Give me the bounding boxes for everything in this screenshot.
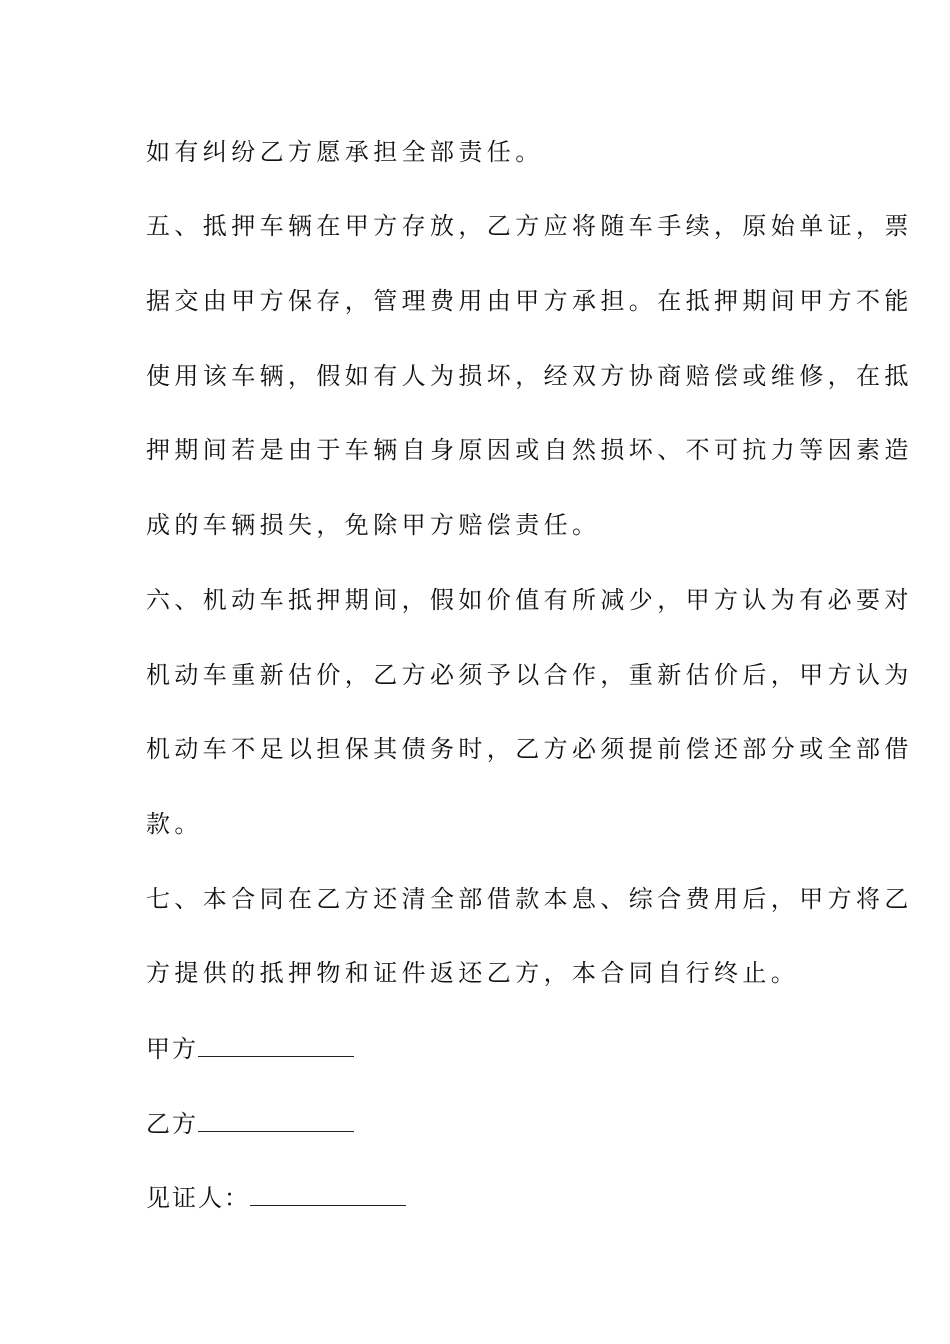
- paragraph-line: 使用该车辆，假如有人为损坏，经双方协商赔偿或维修，在抵: [146, 362, 913, 390]
- paragraph-line: 六、机动车抵押期间，假如价值有所减少，甲方认为有必要对: [146, 586, 913, 614]
- paragraph-line: 方提供的抵押物和证件返还乙方，本合同自行终止。: [146, 959, 800, 987]
- paragraph-line: 如有纠纷乙方愿承担全部责任。: [146, 138, 544, 166]
- paragraph-line: 款。: [146, 810, 203, 838]
- paragraph-line: 五、抵押车辆在甲方存放，乙方应将随车手续，原始单证，票: [146, 212, 913, 240]
- party-a-signature: [146, 1034, 354, 1064]
- party-b-label: 乙方: [146, 1110, 198, 1138]
- party-b-signature: [146, 1109, 354, 1139]
- paragraph-line: 机动车重新估价，乙方必须予以合作，重新估价后，甲方认为: [146, 661, 913, 689]
- party-b-signature-blank[interactable]: [198, 1111, 354, 1132]
- party-a-label: 甲方: [146, 1035, 198, 1063]
- witness-label: 见证人：: [146, 1184, 250, 1212]
- witness-signature: [146, 1183, 406, 1213]
- paragraph-line: 据交由甲方保存，管理费用由甲方承担。在抵押期间甲方不能: [146, 287, 913, 315]
- party-a-signature-blank[interactable]: [198, 1036, 354, 1057]
- paragraph-line: 机动车不足以担保其债务时，乙方必须提前偿还部分或全部借: [146, 735, 913, 763]
- paragraph-line: 七、本合同在乙方还清全部借款本息、综合费用后，甲方将乙: [146, 885, 913, 913]
- witness-signature-blank[interactable]: [250, 1185, 406, 1206]
- paragraph-line: 成的车辆损失，免除甲方赔偿责任。: [146, 511, 601, 539]
- paragraph-line: 押期间若是由于车辆自身原因或自然损坏、不可抗力等因素造: [146, 436, 913, 464]
